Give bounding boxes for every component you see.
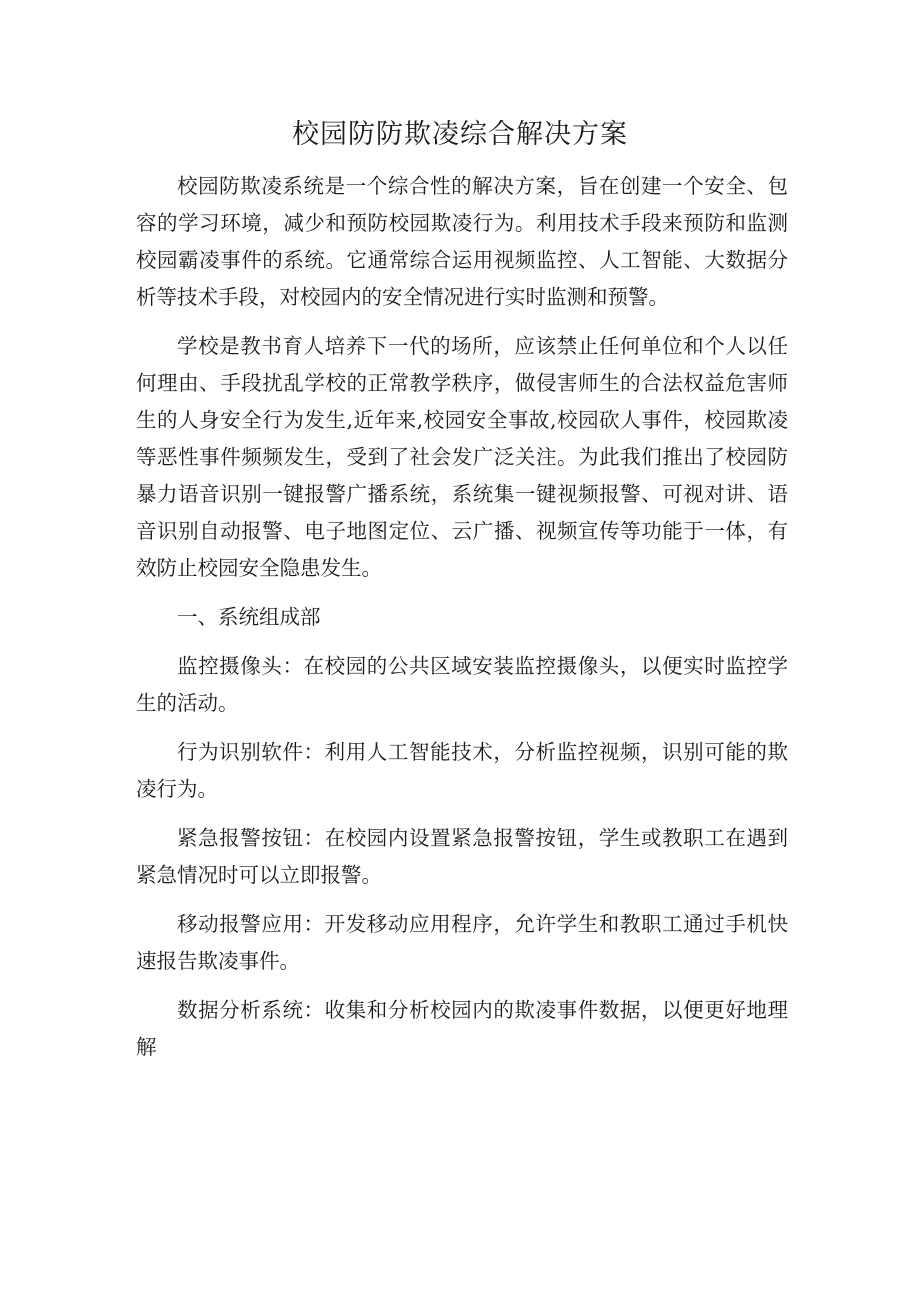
paragraph-intro: 校园防欺凌系统是一个综合性的解决方案，旨在创建一个安全、包容的学习环境，减少和预防校园欺凌行为。利用技术手段来预防和监测校园霸凌事件的系统。它通常综合运用视频监控、人工智能、大数据分析等技术手段，对校园内的安全情况进行实时监测和预警。 [136,174,788,309]
paragraph-background: 学校是教书育人培养下一代的场所，应该禁止任何单位和个人以任何理由、手段扰乱学校的正常教学秩序，做侵害师生的合法权益危害师生的人身安全行为发生,近年来,校园安全事故,校园砍人事件，校园欺凌等恶性事件频频发生，受到了社会发广泛关注。为此我们推出了校园防暴力语音识别一键报警广播系统，系统集一键视频报警、可视对讲、语音识别自动报警、电子地图定位、云广播、视频宣传等功能于一体，有效防止校园安全隐患发生。 [136,334,788,580]
paragraph-behavior-software: 行为识别软件：利用人工智能技术，分析监控视频，识别可能的欺凌行为。 [136,740,788,801]
paragraph-camera: 监控摄像头：在校园的公共区域安装监控摄像头，以便实时监控学生的活动。 [136,654,788,715]
document-body [136,168,788,1066]
paragraph-alarm-button: 紧急报警按钮：在校园内设置紧急报警按钮，学生或教职工在遇到紧急情况时可以立即报警。 [136,826,788,887]
paragraph-data-analysis: 数据分析系统：收集和分析校园内的欺凌事件数据，以便更好地理解 [136,998,788,1059]
section-heading: 一、系统组成部 [177,605,321,629]
document-title: 校园防防欺凌综合解决方案 [292,119,628,150]
paragraph-mobile-app: 移动报警应用：开发移动应用程序，允许学生和教职工通过手机快速报告欺凌事件。 [136,912,788,973]
